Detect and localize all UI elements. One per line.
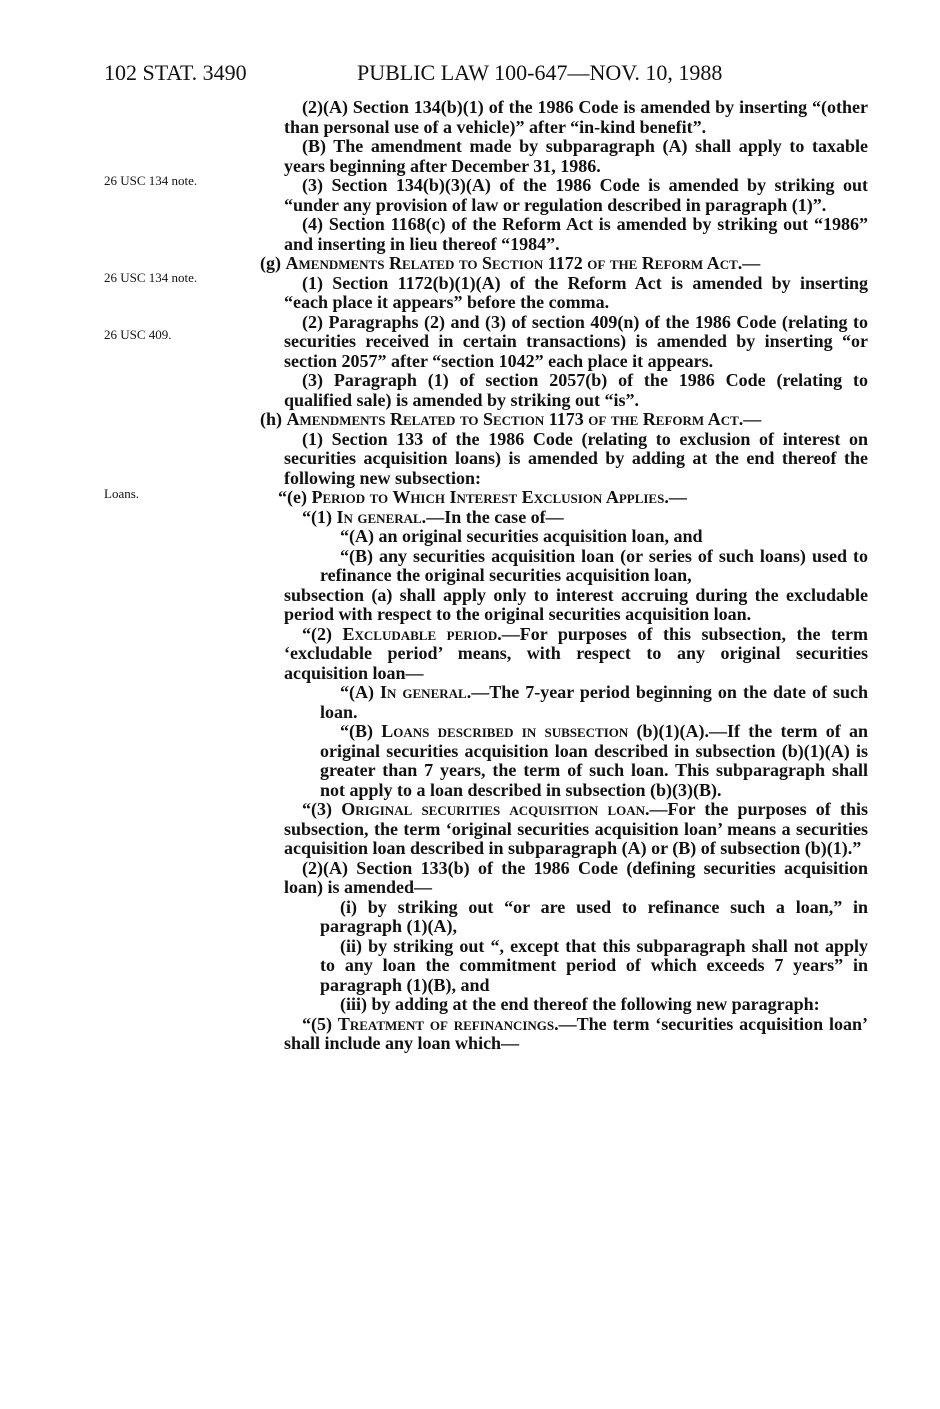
paragraph: (2)(A) Section 133(b) of the 1986 Code (defining securities acquisition loan) is amended— (284, 857, 868, 897)
para-text: —In the case of— (426, 506, 564, 527)
paragraph: (i) by striking out “or are used to refinance such a loan,” in paragraph (1)(A), (320, 896, 868, 936)
stat-page-reference: 102 STAT. 3490 (104, 60, 247, 85)
para-prefix: “(3) (302, 799, 342, 819)
paragraph (284, 1015, 868, 1054)
paragraph: (4) Section 1168(c) of the Reform Act is amended by striking out “1986” and inserting in lieu thereof “1984”. (284, 214, 868, 254)
page-header (104, 60, 894, 90)
paragraph: (ii) by striking out “, except that this subparagraph shall not apply to any loan the commitment period of which exceeds 7 years” in paragraph (1)(B), and (320, 935, 868, 995)
paragraph: (2)(A) Section 134(b)(1) of the 1986 Code is amended by inserting “(other than personal use of a vehicle)” after “in-kind benefit”. (284, 97, 868, 137)
heading-dash: — (742, 253, 761, 273)
paragraph: (1) Section 1172(b)(1)(A) of the Reform Act is amended by inserting “each place it appears” before the comma. (284, 272, 868, 312)
margin-note: 26 USC 134 note. (104, 270, 198, 285)
para-text: —For the purposes of this subsection, the term ‘original securities acquisition loan’ means a securities acquisition loan described in subparagraph (A) or (B) of subsection (b)(1).” (284, 799, 868, 858)
paragraph: (iii) by adding at the end thereof the following new paragraph: (340, 994, 820, 1014)
paragraph: subsection (a) shall apply only to interest accruing during the excludable period with respect to the original securities acquisition loan. (284, 584, 868, 624)
paragraph: (1) Section 133 of the 1986 Code (relating to exclusion of interest on securities acquisition loans) is amended by adding at the end thereof the following new subsection: (284, 428, 868, 488)
paragraph: (3) Paragraph (1) of section 2057(b) of the 1986 Code (relating to qualified sale) is amended by striking out “is”. (284, 370, 868, 410)
para-heading: Original securities acquisition loan. (341, 799, 650, 819)
para-heading: Excludable period. (342, 623, 502, 644)
margin-note: 26 USC 409. (104, 327, 172, 342)
para-heading: Treatment of refinancings. (337, 1013, 559, 1034)
subsection-heading (278, 488, 868, 508)
heading-dash: — (743, 409, 762, 429)
heading-text: Amendments Related to Section 1172 of the Reform Act. (285, 253, 743, 273)
paragraph (284, 683, 868, 722)
para-heading: Loans described in subsection (381, 721, 629, 741)
heading-dash: — (668, 487, 687, 507)
paragraph: (2) Paragraphs (2) and (3) of section 409(n) of the 1986 Code (relating to securities received in certain transactions) is amended by inserting “or section 2057” after “section 1042” each place it appears. (284, 311, 868, 371)
section-heading (260, 254, 868, 274)
heading-text: Period to Which Interest Exclusion Applies. (311, 487, 669, 507)
paragraph: “(A) an original securities acquisition loan, and (340, 526, 703, 546)
heading-prefix: (h) (260, 409, 287, 429)
paragraph: (B) The amendment made by subparagraph (A) shall apply to taxable years beginning after December 31, 1986. (284, 136, 868, 176)
public-law-title: PUBLIC LAW 100-647—NOV. 10, 1988 (357, 60, 723, 85)
para-text: —The 7-year period beginning on the date of such loan. (320, 682, 868, 722)
para-text: (b)(1)(A).—If the term of an original securities acquisition loan described in subsection (b)(1)(A) is greater than 7 years, the term of such loan. This subparagraph shall not apply to a loan described in subsection (b)(3)(B). (320, 721, 869, 800)
para-text: —For purposes of this subsection, the term ‘excludable period’ means, with respect to any original securities acquisition loan— (284, 623, 868, 683)
para-heading: In general. (380, 682, 472, 702)
heading-text: Amendments Related to Section 1173 of the Reform Act. (286, 409, 744, 429)
paragraph: (3) Section 134(b)(3)(A) of the 1986 Code is amended by striking out “under any provision of law or regulation described in paragraph (1)”. (284, 175, 868, 215)
para-prefix: “(5) (302, 1013, 338, 1034)
paragraph (284, 800, 868, 859)
margin-note: 26 USC 134 note. (104, 173, 198, 188)
paragraph (284, 625, 868, 684)
para-prefix: “(B) (340, 721, 382, 741)
para-prefix: “(1) (302, 506, 337, 527)
para-heading: In general. (336, 506, 427, 527)
margin-note: Loans. (104, 486, 140, 501)
paragraph: “(B) any securities acquisition loan (or series of such loans) used to refinance the original securities acquisition loan, (320, 545, 868, 585)
para-text: —The term ‘securities acquisition loan’ shall include any loan which— (284, 1013, 868, 1053)
section-heading (260, 410, 868, 430)
document-body (260, 97, 869, 1054)
para-prefix: “(A) (340, 682, 380, 702)
heading-prefix: (g) (260, 253, 286, 273)
paragraph (284, 508, 868, 528)
paragraph (284, 722, 868, 800)
para-prefix: “(2) (302, 623, 343, 644)
heading-prefix: “(e) (278, 487, 312, 507)
